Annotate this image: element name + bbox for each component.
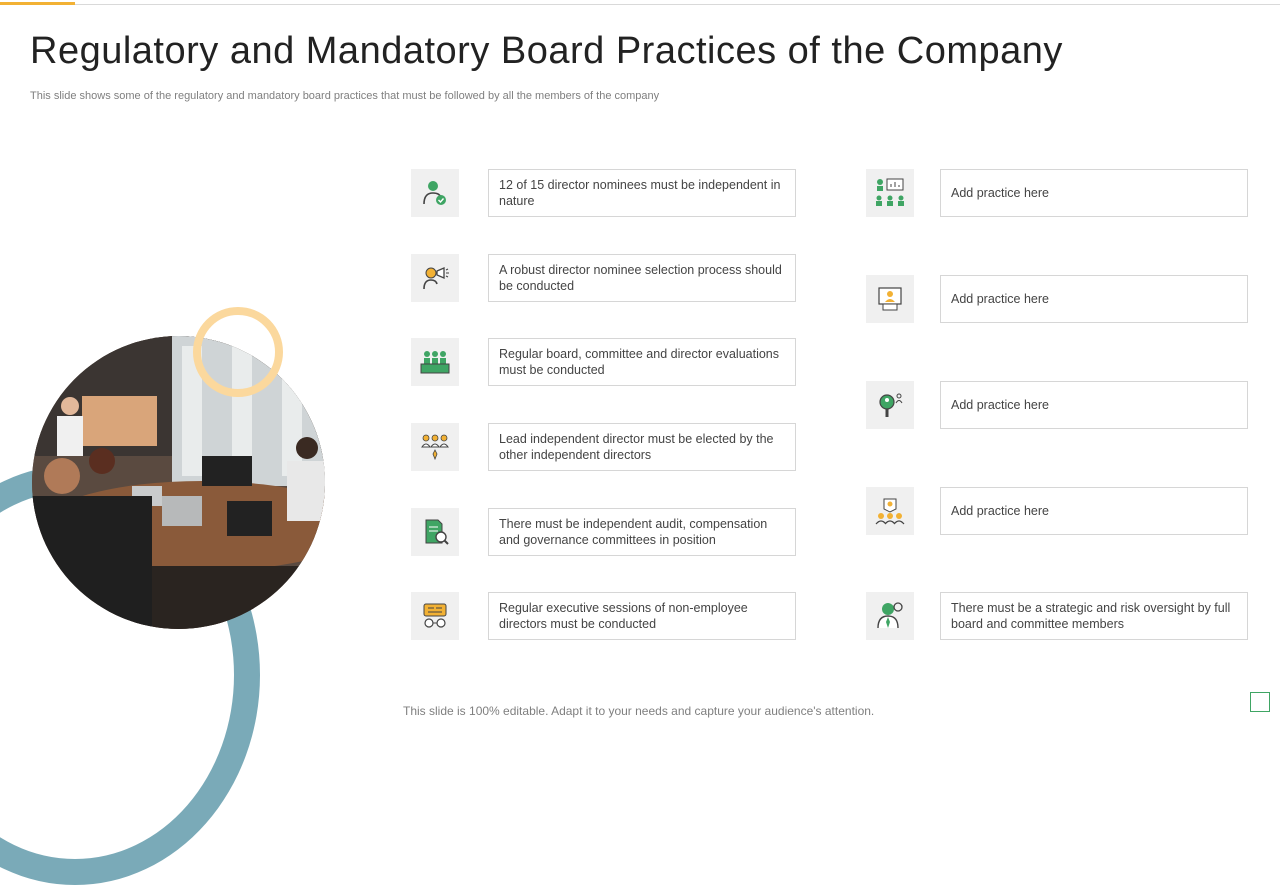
board-meeting-icon	[411, 338, 459, 386]
hierarchy-team-icon	[866, 487, 914, 535]
top-accent-bar	[0, 2, 75, 5]
top-divider	[0, 4, 1280, 5]
practice-text: There must be a strategic and risk oversight by full board and committee members	[940, 592, 1248, 640]
strategy-oversight-icon	[866, 592, 914, 640]
video-conference-icon	[866, 275, 914, 323]
practice-text: A robust director nominee selection process should be conducted	[488, 254, 796, 302]
practice-text: Add practice here	[940, 275, 1248, 323]
practice-text: 12 of 15 director nominees must be independent in nature	[488, 169, 796, 217]
practice-text: Add practice here	[940, 487, 1248, 535]
meeting-photo	[32, 336, 325, 629]
practice-text: There must be independent audit, compensation and governance committees in position	[488, 508, 796, 556]
executive-session-icon	[411, 592, 459, 640]
practice-text: Lead independent director must be elected by the other independent directors	[488, 423, 796, 471]
practice-text: Add practice here	[940, 169, 1248, 217]
corner-square	[1250, 692, 1270, 712]
leader-election-icon	[411, 423, 459, 471]
audit-document-icon	[411, 508, 459, 556]
photo-decoration	[0, 300, 360, 720]
presentation-team-icon	[866, 169, 914, 217]
search-person-icon	[866, 381, 914, 429]
slide-title: Regulatory and Mandatory Board Practices of the Company	[30, 30, 1063, 72]
practice-text: Regular board, committee and director evaluations must be conducted	[488, 338, 796, 386]
practice-text: Regular executive sessions of non-employee directors must be conducted	[488, 592, 796, 640]
slide-footer: This slide is 100% editable. Adapt it to your needs and capture your audience's attention.	[403, 704, 875, 718]
slide-subtitle: This slide shows some of the regulatory and mandatory board practices that must be followed by all the members of the company	[30, 90, 660, 102]
orange-ring	[193, 307, 283, 397]
megaphone-person-icon	[411, 254, 459, 302]
director-check-icon	[411, 169, 459, 217]
practice-text: Add practice here	[940, 381, 1248, 429]
